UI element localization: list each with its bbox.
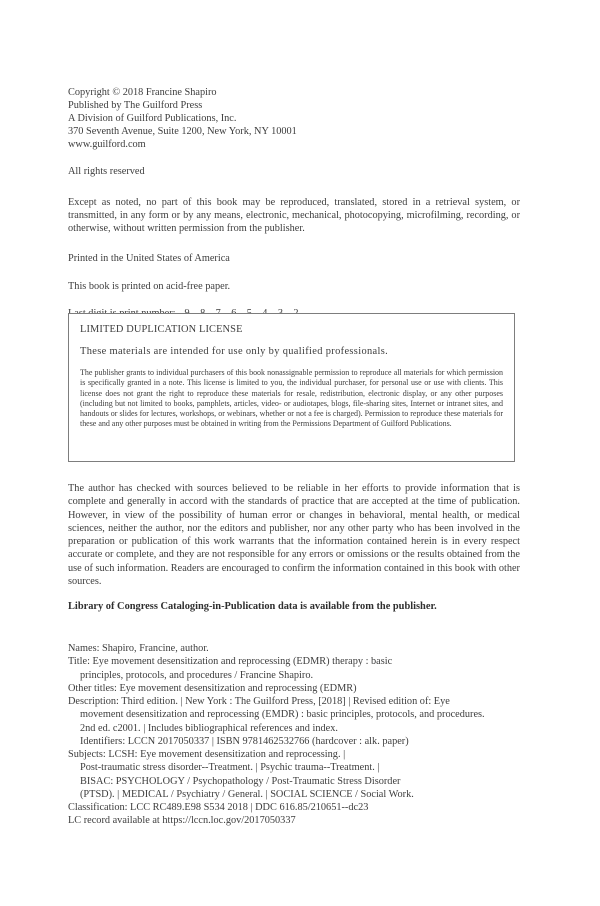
cip-data-block <box>68 642 538 828</box>
cip-line: Names: Shapiro, Francine, author. <box>68 643 209 654</box>
author-disclaimer: The author has checked with sources believed to be reliable in her efforts to provide information that is complete and generally in accord with the standards of practice that are accepted at the time of publication. However, in view of the possibility of human error or changes in behavioral, mental health, or medical sciences, neither the author, nor the editors and publisher, nor any other party who has been involved in the preparation or publication of this work warrants that the information contained herein is in every respect accurate or complete, and they are not responsible for any errors or omissions or the results obtained from the use of such information. Readers are encouraged to confirm the information contained in this book with other sources. <box>68 483 520 588</box>
cip-line: (PTSD). | MEDICAL / Psychiatry / General. | SOCIAL SCIENCE / Social Work. <box>80 788 414 800</box>
acid-free-paper-statement: This book is printed on acid-free paper. <box>68 280 231 292</box>
reproduction-notice: Except as noted, no part of this book may be reproduced, translated, stored in a retrieval system, or transmitted, in any form or by any means, electronic, mechanical, photocopying, microfilming, recording, or otherwise, without written permission from the publisher. <box>68 196 520 235</box>
cip-line: Identifiers: LCCN 2017050337 | ISBN 9781462532766 (hardcover : alk. paper) <box>80 735 409 747</box>
spacer <box>68 179 520 196</box>
cip-line: movement desensitization and reprocessing (EMDR) : basic principles, protocols, and procedures. <box>80 709 485 721</box>
spacer <box>68 293 520 307</box>
spacer <box>68 151 520 165</box>
cip-line: BISAC: PSYCHOLOGY / Psychopathology / Post-Traumatic Stress Disorder <box>80 775 401 787</box>
license-subtitle: These materials are intended for use only by qualified professionals. <box>80 346 389 357</box>
license-body-text: The publisher grants to individual purchasers of this book nonassignable permission to reproduce all materials for which permission is specifically granted in a note. This license is limited to you, the individual purchaser, for personal use or use with clients. This license does not grant the right to reproduce these materials for resale, redistribution, electronic display, or any other purposes (including but not limited to books, pamphlets, articles, video- or audiotapes, blogs, file-sharing sites, Internet or intranet sites, and handouts or slides for lectures, workshops, or webinars, whether or not a fee is charged). Permission to reproduce these materials for these and any other purposes must be obtained in writing from the Permissions Department of Guilford Publications. <box>80 368 503 429</box>
imprint-line: A Division of Guilford Publications, Inc. <box>68 113 237 125</box>
cip-line: LC record available at https://lccn.loc.gov/2017050337 <box>68 815 296 827</box>
cip-line: Other titles: Eye movement desensitization and reprocessing (EDMR) <box>68 682 357 694</box>
publisher-website: www.guilford.com <box>68 139 146 151</box>
imprint-line: 370 Seventh Avenue, Suite 1200, New York, NY 10001 <box>68 126 297 138</box>
spacer <box>68 266 520 280</box>
all-rights-reserved: All rights reserved <box>68 166 145 178</box>
cip-line: Title: Eye movement desensitization and reprocessing (EDMR) therapy : basic <box>68 656 393 668</box>
license-title: LIMITED DUPLICATION LICENSE <box>80 324 243 335</box>
spacer <box>68 235 520 252</box>
cip-line: principles, protocols, and procedures / Francine Shapiro. <box>80 669 314 681</box>
printed-in-statement: Printed in the United States of America <box>68 253 230 265</box>
imprint-line: Copyright © 2018 Francine Shapiro <box>68 87 217 98</box>
cip-line: 2nd ed. c2001. | Includes bibliographical references and index. <box>80 722 338 734</box>
imprint-block <box>68 86 520 151</box>
page-content <box>68 86 520 320</box>
cip-line: Classification: LCC RC489.E98 S534 2018 | DDC 616.85/210651--dc23 <box>68 802 369 813</box>
cip-line: Post-traumatic stress disorder--Treatment. | Psychic trauma--Treatment. | <box>80 762 380 774</box>
library-of-congress-heading: Library of Congress Cataloging-in-Publication data is available from the publisher. <box>68 601 437 612</box>
cip-line: Subjects: LCSH: Eye movement desensitization and reprocessing. | <box>68 749 346 760</box>
cip-line: Description: Third edition. | New York : The Guilford Press, [2018] | Revised edition of: Eye <box>68 696 450 707</box>
imprint-line: Published by The Guilford Press <box>68 100 203 112</box>
limited-duplication-license-box <box>68 313 515 462</box>
